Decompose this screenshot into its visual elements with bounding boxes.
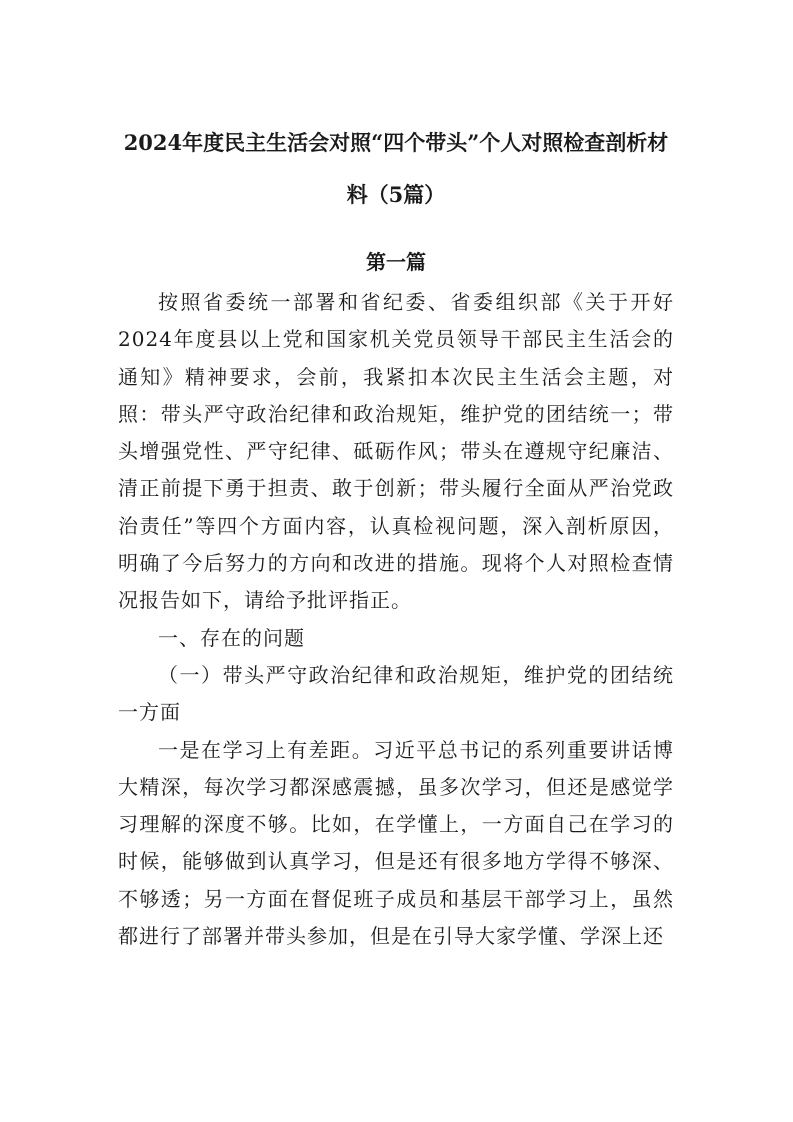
paragraph-study-gap: 一是在学习上有差距。习近平总书记的系列重要讲话博大精深，每次学习都深感震撼，虽多次学习，但还是感觉学习理解的深度不够。比如，在学懂上，一方面自己在学习的时候，能够做到认真学习，但是还有很多地方学得不够深、不够透；另一方面在督促班子成员和基层干部学习上，虽然都进行了部署并带头参加，但是在引导大家学懂、学深上还 (118, 737, 674, 949)
section-heading: 第一篇 (366, 250, 426, 274)
document-title-line-2: 料（5篇） (346, 182, 446, 207)
document-title-line-1: 2024年度民主生活会对照“四个带头”个人对照检查剖析材 (123, 130, 669, 155)
document-body (118, 284, 674, 955)
paragraph-intro: 按照省委统一部署和省纪委、省委组织部《关于开好2024年度县以上党和国家机关党员领导干部民主生活会的通知》精神要求，会前，我紧扣本次民主生活会主题，对照：带头严守政治纪律和政治规矩，维护党的团结统一；带头增强党性、严守纪律、砥砺作风；带头在遵规守纪廉洁、清正前提下勇于担责、敢于创新；带头履行全面从严治党政治责任”等四个方面内容，认真检视问题，深入剖析原因，明确了今后努力的方向和改进的措施。现将个人对照检查情况报告如下，请给予批评指正。 (118, 290, 674, 613)
heading-problems: 一、存在的问题 (158, 625, 305, 650)
subheading-political-discipline: （一）带头严守政治纪律和政治规矩，维护党的团结统一方面 (118, 662, 674, 725)
